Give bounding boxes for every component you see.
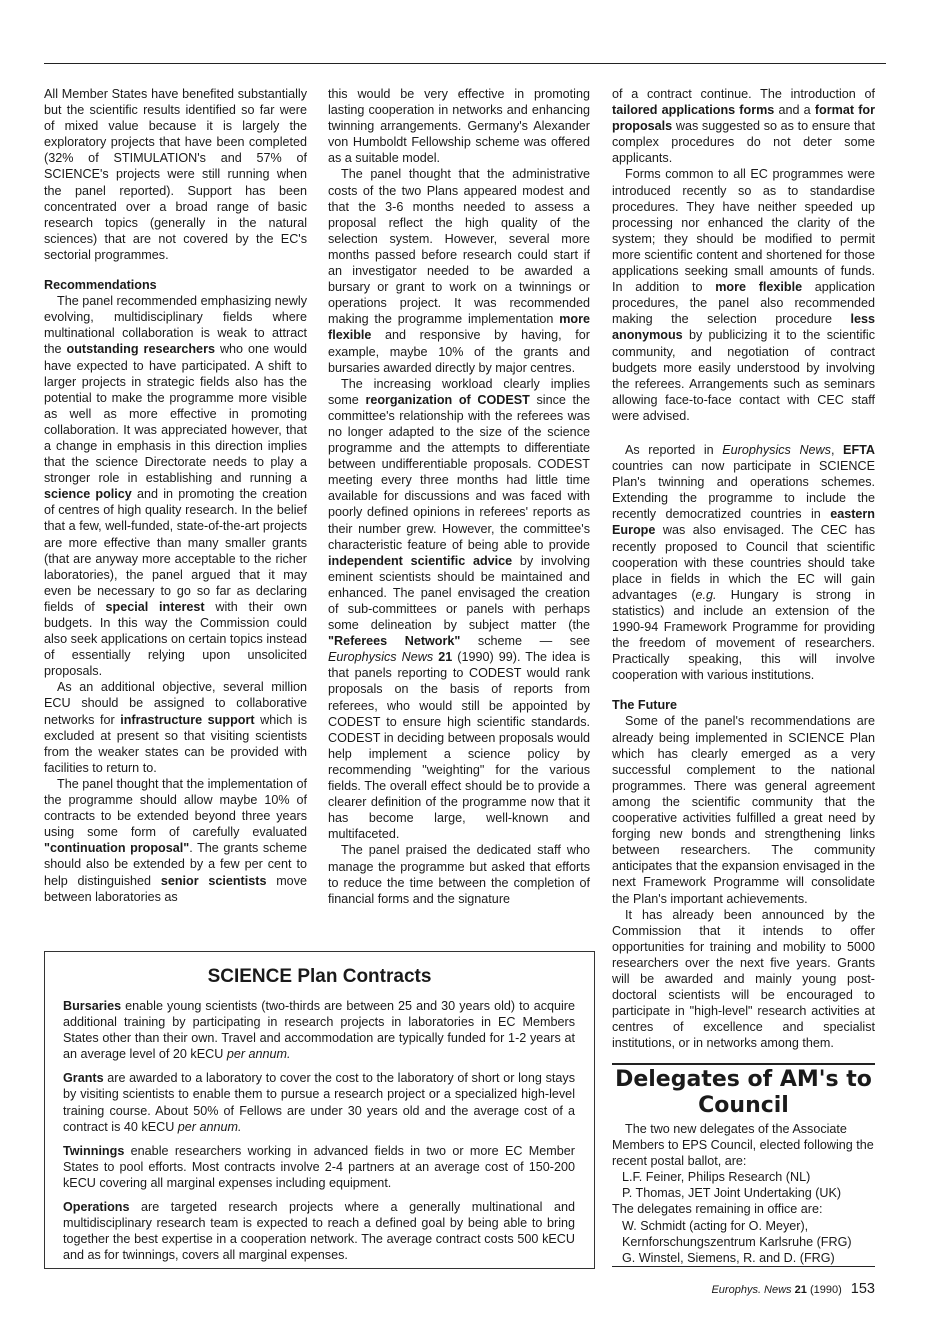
paragraph: of a contract continue. The introduction of tailored applications forms and a format for proposals was suggested so as to ensure that complex procedures do not deter some applicants. xyxy=(612,87,876,166)
paragraph: The panel praised the dedicated staff who manage the programme but asked that efforts to reduce the time between the completion of financial forms and the signature xyxy=(328,843,590,906)
paragraph: Forms common to all EC programmes were introduced recently so as to standardise procedures. They have neither speeded up processing nor enhanced the clarity of the system; they should be modified to permit more scientific content and shortened for those applications seeking small amounts of funds. In addition to more flexible application procedures, the panel also recommended making the selection procedure less anonymous by publicizing it to the scientific community, and negotiation of contract budgets more easily understood by involving the referees. Arrangements such as seminars allowing face-to-face contact with CEC staff were advised. xyxy=(612,167,875,423)
column-left xyxy=(44,86,307,905)
delegates-remaining: The delegates remaining in office are: xyxy=(612,1202,823,1217)
delegates-top-rule xyxy=(612,1063,875,1065)
paragraph: this would be very effective in promoting lasting cooperation in networks and enhancing twinning arrangements. Germany's Alexander von Humboldt Fellowship scheme was offered as a suitable model. xyxy=(328,87,590,166)
journal-year: (1990) xyxy=(809,1284,842,1296)
delegate-old-2: G. Winstel, Siemens, R. and D. (FRG) xyxy=(622,1250,835,1265)
paragraph: The increasing workload clearly implies some reorganization of CODEST since the committee's relationship with the referees was no longer adapted to the size of the science programme and the attempts to differentiate between undifferentiable proposals. CODEST meeting every three months had little time available for discussions and was faced with poorly defined opinions in referees' reports as their number grew. However, the committee's characteristic feature of being able to provide independent scientific advice by involving eminent scientists should be maintained and enhanced. The panel envisaged the creation of sub-committees or panels with perhaps some delineation by subject matter (the "Referees Network" scheme — see Europhysics News 21 (1990) 99). The idea is that panels reporting to CODEST would rank proposals on the basis of reports from referees, who would still be appointed by CODEST to ensure high scientific standards. CODEST in deciding between proposals would help implement a science policy by recommending "weighting" for the various fields. The overall effect should be to provide a clearer definition of the programme now that it has become large, well-known and multifaceted. xyxy=(328,376,591,842)
box-item-bursaries: Bursaries enable young scientists (two-thirds are between 25 and 30 years old) to acquire additional training by participating in research projects in laboratories in EC Members States other than their own. Travel and accommodation are typically funded for 1-2 years at an average level of 20 kECU per annum. xyxy=(63,999,575,1062)
top-rule xyxy=(44,63,886,64)
paragraph: It has already been announced by the Commission that it intends to offer opportunities for training and mobility to 5000 researchers over the next five years. Grants will be awarded and mainly young post-doctoral scientists will be encouraged to participate in "high-level" research activities at centres of excellence and specialist institutions, or in networks among them. xyxy=(612,907,875,1051)
paragraph: The panel thought that the administrative costs of the two Plans appeared modest and that the 3-6 months needed to assess a proposal reflect the high quality of the selection system. However, several more months passed before research could start if an investigator needed to be awarded a bursary or grant to work on a twinnings or operations project. It was recommended making the programme implementation more flexible and responsive by having, for example, maybe 10% of the grants and bursaries awarded directly by major centres. xyxy=(328,167,590,375)
delegates-bottom-rule xyxy=(612,1266,875,1267)
box-body xyxy=(63,998,575,1271)
journal-name: Europhys. News xyxy=(711,1284,792,1296)
delegate-old-1: W. Schmidt (acting for O. Meyer), Kernforschungszentrum Karlsruhe (FRG) xyxy=(622,1218,852,1249)
delegates-title: Delegates of AM's to Council xyxy=(615,1067,872,1118)
paragraph: As an additional objective, several million ECU should be assigned to collaborative networks for infrastructure support which is excluded at present so that visiting scientists from the weaker states can be provided with facilities to return to. xyxy=(44,680,307,775)
column-right xyxy=(612,86,875,1051)
delegates-body xyxy=(612,1121,875,1266)
journal-volume: 21 xyxy=(794,1284,807,1296)
box-title: SCIENCE Plan Contracts xyxy=(207,966,432,987)
paragraph: As reported in Europhysics News, EFTA countries can now participate in SCIENCE Plan's twinning and operations schemes. Extending the programme to include the recently democratized countries in eastern Europe was also envisaged. The CEC has recently proposed to Council that scientific cooperation with these countries should take place in fields in which the EC will gain advantages (e.g. Hungary is strong in statistics) and include an extension of the 1990-94 Framework Programme for providing the freedom of movement of researchers. Practically speaking, this will involve cooperation with various institutions. xyxy=(612,442,875,683)
delegate-new-2: P. Thomas, JET Joint Undertaking (UK) xyxy=(622,1186,842,1201)
column-middle xyxy=(328,86,590,907)
page-footer xyxy=(711,1281,875,1297)
box-item-operations: Operations are targeted research projects where a generally multinational and multidisciplinary research team is expected to reach a defined goal by being able to bring together the best expertise in a cooperation network. The average contract costs 500 kECU and as for twinnings, covers all marginal expenses. xyxy=(63,1200,575,1263)
section-heading-recommendations: Recommendations xyxy=(44,278,157,293)
delegates-intro: The two new delegates of the Associate Members to EPS Council, elected following the recent postal ballot, are: xyxy=(612,1122,874,1169)
box-item-grants: Grants are awarded to a laboratory to cover the cost to the laboratory of short or long stays by visiting scientists to enable them to pursue a research project or a specialized high-level training course. About 50% of Fellows are under 30 years old and the average cost of a contract is 40 kECU per annum. xyxy=(63,1071,575,1134)
paragraph: All Member States have benefited substantially but the scientific results identified so far were of mixed value because it is largely the exploratory projects that have been completed (32% of STIMULATION's and 57% of SCIENCE's projects were still running when the panel reported). Support has been concentrated over a broad range of basic research topics (generally in the natural sciences) that are not covered by the EC's sectorial programmes. xyxy=(44,87,307,262)
section-heading-future: The Future xyxy=(612,698,678,713)
sidebar-box-contracts xyxy=(44,951,595,1269)
page-number: 153 xyxy=(850,1281,875,1297)
paragraph: The panel recommended emphasizing newly evolving, multidisciplinary fields where multinational collaboration is weak to attract the outstanding researchers who one would have expected to have participated. A shift to larger projects in strategic fields also has the potential to make the programme more visible as well as more effective in promoting collaboration. It was appreciated however, that a change in emphasis in this direction implies that the science Directorate needs to play a stronger role in establishing and running a science policy and in promoting the creation of centres of high quality research. In the belief that a few, well-funded, state-of-the-art projects are more effective than many smaller grants (that are anyway more acceptable to the richer laboratories), the panel argued that it may even be necessary to go so far as declaring fields of special interest with their own budgets. In this way the Commission could also seek applications on certain topics instead of essentially relying upon unsolicited proposals. xyxy=(44,294,308,679)
box-item-twinnings: Twinnings enable researchers working in advanced fields in two or more EC Member States to pool efforts. Most contracts involve 2-4 partners at an average cost of 150-200 kECU covering all marginal expenses including equipment. xyxy=(63,1143,575,1190)
delegate-new-1: L.F. Feiner, Philips Research (NL) xyxy=(622,1170,811,1185)
paragraph: Some of the panel's recommendations are already being implemented in SCIENCE Plan which has clearly emerged as a very successful complement to the national programmes. There was general agreement among the scientific community that the cooperative activities fulfilled a great need by forging new bonds and strengthening links between researchers. The community anticipates that the expansion envisaged in the next Framework Programme will consolidate the Plan's important achievements. xyxy=(612,714,875,906)
paragraph: The panel thought that the implementation of the programme should allow maybe 10% of contracts to be extended beyond three years using some form of carefully evaluated "continuation proposal". The grants scheme should also be extended by a few per cent to help distinguished senior scientists move between laboratories as xyxy=(44,776,307,904)
